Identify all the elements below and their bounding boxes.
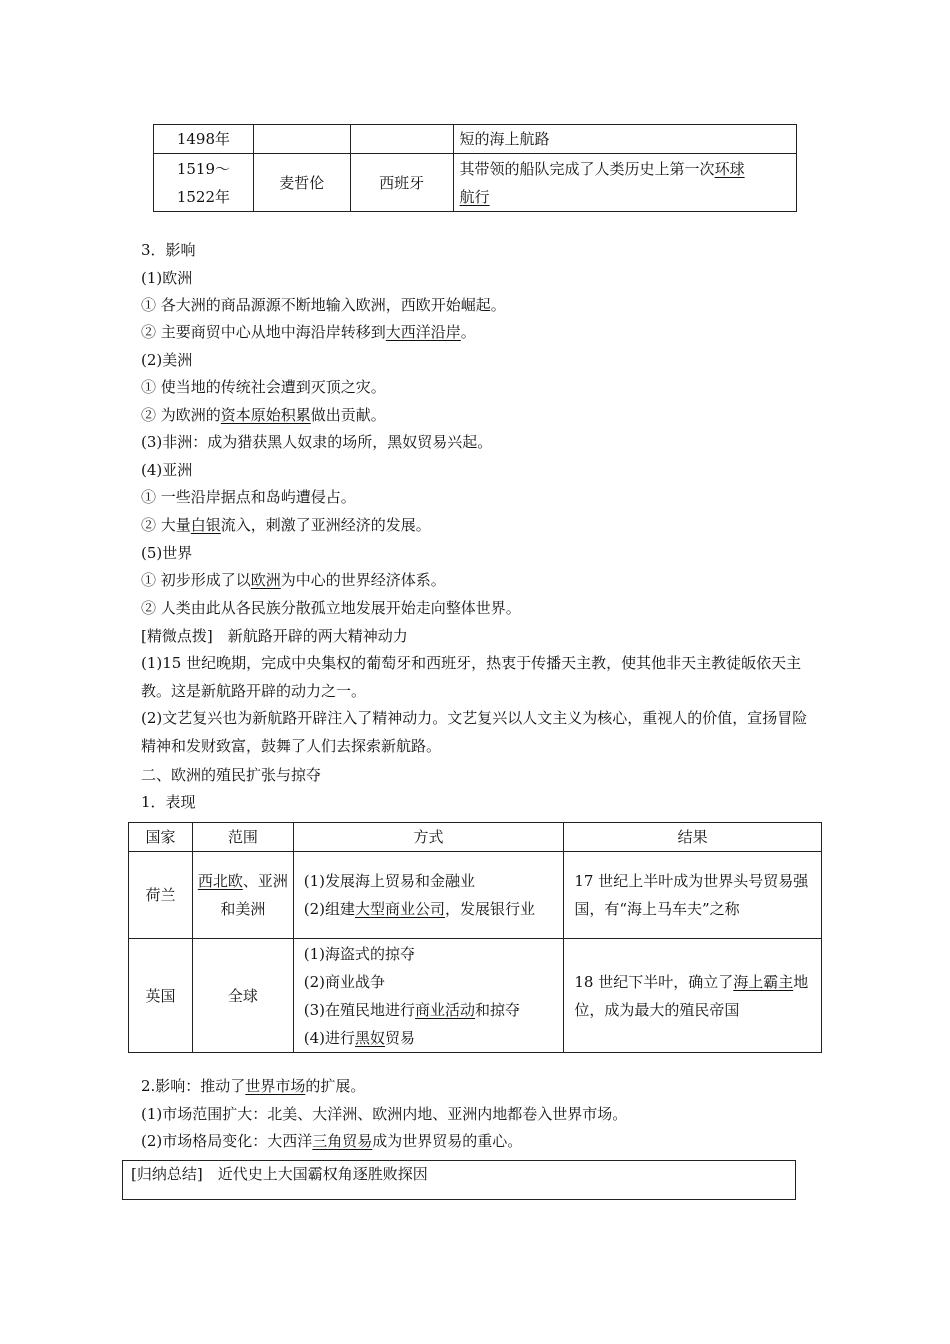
list-item xyxy=(304,1024,558,1052)
text: 为中心的世界经济体系。 xyxy=(280,571,446,589)
underlined-term: 黑奴 xyxy=(355,1028,386,1047)
header-cell: 结果 xyxy=(564,823,822,852)
achievement-text: 其带领的船队完成了人类历史上第一次 xyxy=(459,159,715,178)
header-cell: 范围 xyxy=(192,823,293,852)
text: ① 初步形成了以 xyxy=(141,571,251,589)
list-item xyxy=(141,405,386,425)
underlined-term: 三角贸易 xyxy=(312,1132,373,1150)
underlined-term: 大型商业公司 xyxy=(355,900,446,918)
list-item xyxy=(141,322,476,342)
table-row xyxy=(129,939,822,1053)
underlined-term: 世界市场 xyxy=(245,1077,306,1095)
underlined-term: 西北欧 xyxy=(197,872,243,890)
achievement-cell xyxy=(453,154,796,212)
method-cell xyxy=(293,852,564,939)
america-label: (2)美洲 xyxy=(141,351,193,369)
underlined-term: 海上霸主 xyxy=(733,972,794,991)
text: 、亚洲和美洲 xyxy=(220,872,288,918)
year-cell xyxy=(154,154,254,212)
text: 的扩展。 xyxy=(305,1077,366,1095)
europe-label: (1)欧洲 xyxy=(141,269,193,287)
table-row xyxy=(154,154,797,212)
header-cell: 方式 xyxy=(293,823,564,852)
year-cell: 1498年 xyxy=(154,125,254,154)
text: 18 世纪下半叶，确立了 xyxy=(574,972,734,991)
text: 和掠夺 xyxy=(475,1000,521,1019)
text: 成为世界贸易的重心。 xyxy=(372,1132,523,1150)
world-label: (5)世界 xyxy=(141,544,193,562)
text: (4)进行 xyxy=(303,1028,356,1047)
new-routes-table xyxy=(153,124,797,212)
text: 流入，刺激了亚洲经济的发展。 xyxy=(220,516,431,534)
table-header-row xyxy=(129,823,822,852)
list-item xyxy=(304,895,558,923)
list-item: ① 使当地的传统社会遭到灭顶之灾。 xyxy=(141,378,386,396)
summary-label: [归纳总结] 近代史上大国霸权角逐胜败探因 xyxy=(131,1165,428,1183)
section-heading: 二、欧洲的殖民扩张与掠夺 xyxy=(141,766,322,784)
list-item xyxy=(141,570,446,590)
navigator-cell: 麦哲伦 xyxy=(253,154,350,212)
scope-cell xyxy=(192,852,293,939)
insight-paragraph: (1)15 世纪晚期，完成中央集权的葡萄牙和西班牙，热衷于传播天主教，使其他非天主教徒皈依天主教。这是新航路开辟的动力之一。 xyxy=(141,654,802,700)
insight-heading: [精微点拨] 新航路开辟的两大精神动力 xyxy=(141,627,408,645)
underlined-term: 资本原始积累 xyxy=(220,406,311,424)
list-item: (1)海盗式的掠夺 xyxy=(303,944,416,963)
underlined-term: 商业活动 xyxy=(415,1000,476,1019)
achievement-cell: 短的海上航路 xyxy=(453,125,796,154)
header-cell: 国家 xyxy=(129,823,193,852)
table-row xyxy=(154,125,797,154)
underlined-term: 欧洲 xyxy=(250,571,281,589)
text: 2.影响：推动了 xyxy=(141,1077,246,1095)
table-row xyxy=(129,852,822,939)
text: 。 xyxy=(460,323,476,341)
result-cell xyxy=(564,939,822,1053)
section-heading: 3．影响 xyxy=(141,241,196,259)
text: 贸易 xyxy=(385,1028,416,1047)
text: (2)市场格局变化：大西洋 xyxy=(141,1132,313,1150)
insight-paragraph: (2)文艺复兴也为新航路开辟注入了精神动力。文艺复兴以人文主义为核心，重视人的价值，宣扬冒险精神和发财致富，鼓舞了人们去探索新航路。 xyxy=(141,709,808,755)
list-item xyxy=(304,996,558,1024)
text: ，发展银行业 xyxy=(445,900,536,918)
list-item: (1)发展海上贸易和金融业 xyxy=(303,872,476,890)
list-item xyxy=(141,1076,365,1096)
text: 做出贡献。 xyxy=(310,406,386,424)
list-item: ① 各大洲的商品源源不断地输入欧洲，西欧开始崛起。 xyxy=(141,296,506,314)
year-end: 1522年 xyxy=(176,187,231,206)
subsection-heading: 1．表现 xyxy=(141,793,196,811)
text: ② 为欧洲的 xyxy=(141,406,221,424)
navigator-cell xyxy=(253,125,350,154)
country-cell xyxy=(350,125,453,154)
list-item xyxy=(141,515,431,535)
method-cell xyxy=(293,939,564,1053)
underlined-term: 航行 xyxy=(459,187,490,206)
scope-cell: 全球 xyxy=(192,939,293,1053)
text: ② 大量 xyxy=(141,516,191,534)
year-start: 1519～ xyxy=(176,159,231,178)
text: (3)在殖民地进行 xyxy=(303,1000,416,1019)
country-cell: 英国 xyxy=(129,939,193,1053)
underlined-term: 白银 xyxy=(190,516,221,534)
text: ② 主要商贸中心从地中海沿岸转移到 xyxy=(141,323,386,341)
africa-line: (3)非洲：成为猎获黑人奴隶的场所，黑奴贸易兴起。 xyxy=(141,433,493,451)
country-cell: 西班牙 xyxy=(350,154,453,212)
result-cell: 17 世纪上半叶成为世界头号贸易强国，有“海上马车夫”之称 xyxy=(564,852,822,939)
list-item: (2)商业战争 xyxy=(303,972,386,991)
country-cell: 荷兰 xyxy=(129,852,193,939)
asia-label: (4)亚洲 xyxy=(141,461,193,479)
underlined-term: 大西洋沿岸 xyxy=(385,323,461,341)
text: 地位，成为最大的殖民帝国 xyxy=(574,972,809,1019)
underlined-term: 环球 xyxy=(714,159,745,178)
list-item: ② 人类由此从各民族分散孤立地发展开始走向整体世界。 xyxy=(141,599,521,617)
colonial-table xyxy=(128,822,822,1053)
list-item: ① 一些沿岸据点和岛屿遭侵占。 xyxy=(141,488,356,506)
list-item xyxy=(141,1131,522,1151)
summary-box xyxy=(122,1160,796,1200)
list-item: (1)市场范围扩大：北美、大洋洲、欧洲内地、亚洲内地都卷入世界市场。 xyxy=(141,1105,628,1123)
text: (2)组建 xyxy=(303,900,356,918)
